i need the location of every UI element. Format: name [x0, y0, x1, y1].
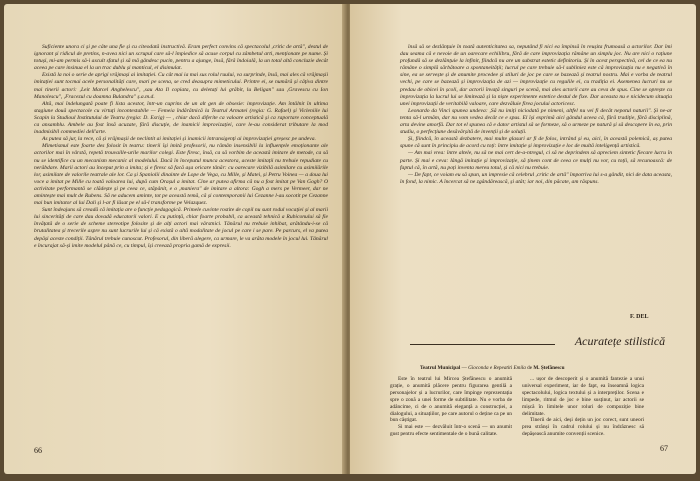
paragraph: As putea să jur, la rece, că și vrăjmașii de neclintit ai imitației și inamicii intransigenți ai improvizației greșesc pe undeva. [42, 136, 316, 143]
paragraph: Mimetismul este foarte des folosit în teatru: tinerii își imită profesorii, nu rămân insensibili la influențele emoționante ale actorilor mai în vârstă, repetă trouvaille-urile marilor colegi. Este firesc, însă, ca să vorbim de această imitare de metode, ca să nu se identifice cu un mecanism mecanic al modelului. Dacă în începutul munca acestora, aceste imitații nu trebuie repudiate cu nerăbdare. Marii actori au început prin a imita; și e firesc să facă așa oricare tânăr: cu oarecare vizibilă asimilare cu asimilările lor, asimilate de valorile teatrale ale lor. Ca și Spaniolii dinainte de Lope de Vega, cu Mille, și Matei, și Petru Voinea — a doua lui voce a imitat pe Mille cu toată valoarea lui, după cum Orașul a imitat. Cine ar putea afirma că nu a fost imitat pe Van Gogh? O activitate performantă se clădește și pe ceea ce, stăpânit, e o ,maniera" de imitare a altora: Gogh a mers pe Vermeer, dar ne amintește mai mult de Rubens. Să ne aducem aminte, tot pe această temă, că și contemporanii lui Cezanne l-au socotit pe Cezanne mai bun imitator al lui Dali și l-ar fi lăsat pe el să-l transforme pe Velazquez. [34, 143, 328, 207]
article-column-2 [522, 376, 644, 438]
byline-author: M. Ștefănescu [533, 365, 565, 371]
paragraph: însă să se dezlănțuie în toată autenticitatea sa, neputând fi nici ea împinsă în reușita frumoasă a actorilor. Dar îmi dau seama că e nevoie de un oarecare echilibru, fără de care improvizația rămâne un simplu joc. Nu are nici o rațiune profundă să se dezlănțuie la infinit, fiindcă nu are un substrat estetic definitoriu. Și în acest perspectivă, cel de ce ea nu rămâne o simplă sărbătoare a spontaneității; lucrul pe care trebuie să-l subliniez este că improvizația nu e negativă în sine, ea se servește și de anumite procedee și stiluri de joc pe care se bazează și teatrul nostru. Mai e vorba de teatrul vechi, pe care se bazează și improvizația de azi — improvizație cu regulile ei, cu tradiția ei. Asemenea lucruri nu se predau de obicei în școli, dar actorii învață singuri pe scenă, mai ales actorii care au ceva de spus. Cine se oprește cu improvizația la lucrul lui se limitează și la niște experimente estetice destul de fixe. Dar aceasta nu e nicidecum situația unei improvizații de veritabilă valoare, care dezvăluie firea jocului actoricesc. [400, 44, 672, 107]
right-page-body [400, 44, 672, 186]
article-column-1 [390, 376, 512, 438]
paragraph: — De fapt, ce voiam eu să spun, un impresie că celebrul ,critic de artă" împotriva lui s-a gândit, nici de data aceasta, în fond, la nimic. A încercat să ne zgândărească, și atât; iar noi, din păcate, am răspuns. [400, 171, 672, 185]
paragraph: Și, fiindcă, în această dezbatere, mai multe glasuri ar fi de folos, intrând și eu, aici, în această polemică, aș putea spune că sunt în principiu de acord cu toți: între imitație și improvizație e loc de multă inteligență artistică. [400, 136, 672, 150]
paragraph: Tinerii de aici, deși dețin un joc corect, sunt uneori prea strânși în cadrul rolului și nu îndrăznesc să depășească anumite convenții scenice. [522, 417, 644, 438]
article-signature: F. DEL [630, 314, 649, 320]
page-number-right: 67 [660, 444, 668, 453]
paragraph: Este în teatrul lui Mircea Ștefănescu o anumită grație, o anumită plăcere pentru figurarea gentilă a personajelor și a lucrurilor, care împinge reprezentația spre o zonă a unei forme de subtilitate. Nu e vorba de adâncime, ci de o anumită eleganță a construcției, a dialogului, a situațiilor, pe care autorul o deține ca pe un bun câștigat. [390, 376, 512, 424]
right-page [350, 4, 696, 474]
paragraph: Sunt îndeajuns să creadă că imitația are o funcție pedagogică. Primele cuvinte rostite de copil nu sunt rodul vocației și al marii lui sincerități de care dau dovadă educatorii valori. E cu putință, chiar foarte probabil, ca această tehnică a Rubiconului să fie învățată de o serie de scheme stereotipe folosite și de alți actori mai vârstnici. Tânărul nu trebuie inhibat, arătându-i-se că brutalitatea și trecerile aspre nu sunt lucrurile lui și că există o altă modalitate de jocul pe care i se pare. Pe parcurs, el va putea depăși aceste condiții. Tânărul trebuie cunoscut. Profesorul, din liberă alegere, ca urmare, le va arăta modele în jocul lui. Tânărul e încurajat să-și imite modelul până ce, cu timpul, își creează propria gamă de expresii. [34, 207, 328, 249]
title-rule [410, 344, 555, 345]
article-title: Acuratețe stilistică [574, 334, 666, 348]
article-byline: Teatrul Municipal — Gioconda e Repeatiti Emila de M. Ștefănescu [420, 365, 565, 371]
byline-theatre: Teatrul Municipal [420, 365, 461, 371]
paragraph: Si mai este — dezvăluit într-o scenă — un anumit gust pentru efecte sentimentale de o bună calitate. [390, 424, 512, 438]
paragraph: Leonardo da Vinci spunea undeva: ,Să nu imiți niciodată pe nimeni, altfel nu vei fi decât nepotul naturii". Și ne-ar tenta să-l urmăm, dar nu vom vedea decât ce e spus. El își exprimă aici gândul aceea că, fără tradiție, fără disciplină, arta devine amorfă. Dar tot el spunea că e dator artistul să se formeze, să o urmeze pe natură și să descopere în ea, prin studiu, o perfecțiune desăvârșită de invenții și de soluții. [400, 107, 672, 136]
page-number-left: 66 [34, 446, 42, 455]
left-page-body [34, 44, 328, 250]
paragraph: ... ușor de descoperit și o anumită fantezie a unui universal experiment, iar de fapt, ea înseamnă logica spectacolului, logica textului și a interpreților. Scena e limpede, ritmul de joc e bine susținut, iar actorii se mișcă în limitele unor roluri de compoziție bine delimitate. [522, 376, 644, 417]
paragraph: — Am mai vrea: între altele, nu să ne mai cert de-a-ntregul, ci să ne deprindem să apreciem sintetic fiecare lucru în parte. Și mai e ceva: lângă imitație și improvizație, să ținem cont de ceea ce mulți nu vor, cu toții, să recunoască: de faptul că, în artă, nu poți inventa mereu totul, și că nici nu trebuie. [400, 150, 672, 171]
paragraph: Există la noi o serie de aprigi vrăjmași ai imitației. Cu cât mai ia mai sus rolul ruului, va surprinde, însă, mai ales că vrăjmașii imitației sunt tocmai acele personalități care, mari pe scena, se cred deasupra mimeticului. Printre ei, se numără și câțiva dintre mai tinerii actori: ,Leit Marcel Anghelescu", ,sau Ata Il copiata, cu deletați lui grăbit, lu Beligan" sau ,Gravescu cu Ion Manolescu", ,Fracezul cu doamna Bulandra" ș.a.m.d. [34, 72, 328, 100]
left-page [4, 4, 346, 474]
byline-play: Gioconda e Repeatiti Emila [468, 365, 526, 371]
paragraph: Altă, mai îndelungată poate fi lista acestor, într-un cuprins de un alt gen de obsesie: improvizație. Am întâlnit în ultima stagiune două spectacole cu virtuți incontestabile — Femeia îndărătnică la Teatrul Armatei (regia: G. Rafael) și Vicleniile lui Scapin la Studioul Institutului de Teatru (regia: D. Esrig) — , chiar dacă diferite ca valoare artistică și ca raportare conceptuală ca ansamblu. Ambele au fost însă acuzate, fără discuție, de inamicii improvizației, care le-au considerat tributare la mod inadmisibil commediei dell'arte. [34, 100, 328, 136]
paragraph: Suficiente unora ci și pe câte una fie și cu citeodată instructivă. Eram perfect convins că spectacolul ,critic de artă", destul de ignorant și ridicul de pretins, n-avea nici un scrupul care să-l împiedice să acuse corpul cu zâmbetul arti, menționate pe nume. Și totuși, mi-am permis să-i ascult sfatul și să mă gândesc pucin, pentru a ajunge, însă, fără îndoială, la un total altă concluzie decât aceea pe care insinua el la un trac dublu și manticul, el disimulat. [34, 44, 328, 72]
